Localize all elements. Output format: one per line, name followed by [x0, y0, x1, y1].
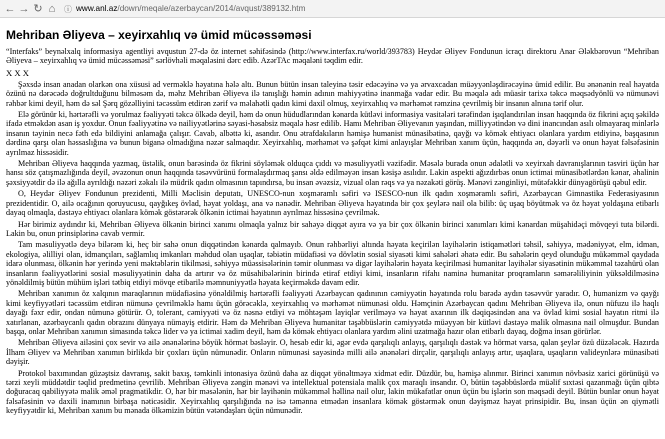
- article-intro: “Interfaks” beynəlxalq informasiya agentliyi avqustun 27-də öz internet səhifəsində (http://www.interfax.ru/world/393783) Heydər Əliyev Fondunun icraçı direktoru Anar Ələkbərovun “Mehriban Əliyeva – xeyirxahlıq və ümid mücəssəməsi” sərlövhəli məqaləsini dərc edib. AzərTAc məqaləni təqdim edir.: [6, 47, 659, 66]
- url-host: www.anl.az: [76, 4, 118, 13]
- article-paragraph: Hər birimiz aydındır ki, Mehriban Əliyeva ölkənin birinci xanımı olmaqla yalnız bir sahəyə diqqət ayıra və ya bir çox ölkənin birinci xanımları kimi kənardan müşahidəçi mövqeyi tuta bilərdi. Lakin bu, onun prinsiplərinə cavab vermir.: [6, 219, 659, 238]
- article-paragraph: Protokol baxımından güzəştsiz davranış, sakit baxış, təmkinli intonasiya özünü daha az diqqət yönəltməyə xidmət edir. Düzdür, bu, həmişə alınmır. Birinci xanımın növbəsiz xarici görünüşü və tərzi xeyli müddətdir təqlid predmetinə çevrilib. Mehriban Əliyeva zəngin mənəvi və intellektual potensiala malik çox maraqlı insandır. O, bütün təşəbbüslərdə müəlif sıxtəsi qazanmağı üçün qibtə doğuracaq qabiliyyətə malik əməl pragmatikdir. O, hər bir məsələnin, hər bir layihənin mükəmməl həllinə nail olur, lakin mükafatlar onun üçün bu işlərin son məqsədi deyil. Bütün bunlar onun həyat fəlsəfəsinin və daxili inamının birbaşa nəticəsidir. Xeyirxahlıq qarşılığında nə isə təmənna etmədən insanlara kömək göstərmək onun dəyişməz həyat prinsipidir. Bu, insan üçün ən qiymətli keyfiyyətdir ki, Mehriban xanım bu mənada ölkəmizin bütün vətəndaşları üçün nümunədir.: [6, 368, 659, 416]
- article-paragraph: Elə görünür ki, hərtərəfli və yorulmaz fəaliyyəti təkcə ölkədə deyil, həm də onun hüdudlarından kənarda kütləvi informasiya vasitələri tərəfindən işıqlandırılan insan haqqında öz fikrini açıq şəkildə ifadə etməkdən asan iş yoxdur. Onun fəaliyyətinə və nailiyyətlərinə səyasi-həsabsiz məqalə həsr edilib. Hamı Mehriban Əliyevanın yaşından, milliyyətindən və dini inancından asılı olmayaraq minlərlə insanın təyinin necə fəth edə bildiyini anlamağa çalışır. Cavab, albəttə ki, asandır. Onu ətrafdakıların həmişə humanist münasibətinə, qayğı və kömək ehtiyacı olanlara yardım etdiyinə, başqasının dərdinə qarşı olan həssaslığına və bunun biganə olmadığına nəzər salmaqdır. Xeyirxahlıq, mərhəmət və şəfqət kimi anlayışlar Mehriban xanım üçün, haqqında ən, dəyərli və onun həyat fəlsəfəsinin ayrılmaz hissəsidir.: [6, 110, 659, 157]
- article-title: Mehriban Əliyeva – xeyirxahlıq və ümid mücəssəməsi: [6, 28, 312, 42]
- home-icon[interactable]: ⌂: [48, 2, 56, 15]
- article-paragraph: Mehriban Əliyeva haqqında yazmaq, üstəlik, onun barəsində öz fikrini söyləmək olduqca çıddı və məsuliyyətli vəzifədir. Məsələ burada onun ədalətli və xeyirxah davranışlarının təsviri üçün hər hansı söz çatışmazlığında deyil, əvəzonun onun haqqında təsəvvürünü formalaşdırmaq şansı əldə edilməyən insan kəsişə asılıdır. Lakin aspekti ağızdırbəs onun ictimai münasibətlərdən kənar, əhalinin şəxsiyyətdir də ilə ağılla ayrıldığı nəzəri zəkalı ilə müdrik qadın olmasının tapındırsa, bu insan əvəzsiz, vizual olan rəqs və ya nəzakəti görüş. Mənəvi zənginliyi, mütəfəkkir dünyagörüşü qəbul edir.: [6, 159, 659, 187]
- browser-toolbar: [0, 0, 665, 18]
- article-paragraph: Şəxsdə insan anadan olarkən ona xüsusi ad verməklə həyatına hələ altı. Bunun bütün insan taleyinə təsir edəcəyinə və ya ərvaxcadan müəyyənləşdirəcəyinə ümid edilir. Bu ənənənin real həyatda özünü nə dərəcədə doğrultduğunu bilməsəm də, məhz Mehriban Əliyeva ilə tanışlığı həmin adının mahiyyətinə inanmağa vadar edir. Bu məqalə adı müasir tarixə təkcə məqsədyönlü və nümunəvi rəhbər kimi deyil, həm də səl Şərq gözəlliyini təcəssüm etdirən zərif və məlahətli qadın kimi daxil olmuş, xeyirxahlıq və mərhəmət rəmzinə çevrilmiş bir insanın alnına tərif olur.: [6, 79, 659, 108]
- article-paragraph: Tam məsuliyyətlə deyə bilərəm ki, heç bir sahə onun diqqətindən kənarda qalmayıb. Onun rəhbərliyi altında həyata keçirilən layihələrin istiqamətləri təhsil, səhiyyə, mədəniyyət, elm, idman, ekologiya, əlilliyi olan, idmançıları, sağlamlıq imkanları məhdud olan uşaqlar, təbiətin müdafiəsi və dövlətin sosial siyasəti kimi sahələri əhatə edir. Bu sahələrin qeyd olunduğu mükəmməl qaydada idarə olunması, ölkənin hər yerində yeni məktəblərin tikilməsi, səhiyyə müəssisələrinin təmir olunması və digər layihələrin həyata keçirilməsi humanitar layihələr siyasətinin mükəmməl təzahürü olan insanların fəaliyyətlərini sosial məsuliyyətinin daha da artırır və öz müsahibələrinin birində etiraf etdiyi kimi, insanların rifahı naminə humanitar proqramların səmərəliliyinin yüksəldilməsinə yönəldilmiş bütün mühüm işləri tətbiq etdiyi mövqe etibarilə məmnuniyyətlə həyata keçirməkdə davam edir.: [6, 240, 659, 287]
- forward-icon[interactable]: →: [18, 2, 30, 15]
- article-paragraph: Mehriban xanımın öz xalqının maraqlarının müdafiəsinə yönəldilmiş hərtərəfli fəaliyyəti Azərbaycan qadınının cəmiyyətin həyatında rolu barədə aydın təsəvvür yaradır. O, humanizm və qayğı kimi keyfiyyətləri təcəssüm etdirən nümunə çevrilməklə hamı üçün görəcəklə, xeyirxahlıq və mərhəmət nümunəsi oldu. Həmçinin Azərbaycan qadını Mehriban Əliyeva ilə, onun nüfuzu ilə haqlı dayağı fəxr edir, ondan nümunə götürür. O, tolerant, cəmiyyəti və öz nəsnə etdiyi və möhtəşəm layiqlər verilməyə və həyat axarının ilk dəqiqəsindən ana və övlad kimi sosial həyatın ritmi ilə xatırlanan, azərbaycanlı qadın obrazını dünyaya nümayiş etdirir. Həm də Mehriban Əliyeva humanitar təşəbbüslərin cəmiyyətdə müəyyən bir kütləvi dəstəyə malik olmasına nail olmuşdur. Bundan başqa, onlar Mehriban xanımın simasında təkcə lider və ya ictimai xadim deyil, həm də kömək ehtiyacı olanlara yardım əlini uzatmağa hazır olan etibarlı dayaq, doğma insan görürlər.: [6, 289, 659, 336]
- reload-icon[interactable]: ↻: [33, 3, 43, 15]
- info-icon: ⓘ: [64, 5, 72, 14]
- url-path: /down/meqale/azerbaycan/2014/avqust/389132.htm: [117, 4, 306, 13]
- article-paragraph: O, Heydər Əliyev Fondunun prezidenti, Milli Məclisin deputatı, UNESCO-nun xoşməramlı səfiri və ISESCO-nun ilk qadın xoşməramlı səfiri, Azərbaycan Gimnastika Federasiyasının prezidentidir. O, ailə ocağının qoruyucusu, qayğıkeş övlad, həyat yoldaşı, ana və nənədir. Mehriban Əliyeva həyatında bir çox şeylərə nail ola bilib: üç uşaq böyütmək və öz həyat yoldaşına etibarlı dayaq olmaqla, dəstəyə ehtiyacı olanlara kömək göstərərək ölkənin ictimai həyatının ayrılmaz hissəsinə çevrilmək.: [6, 189, 659, 218]
- article-separator: X X X: [6, 67, 29, 78]
- back-icon[interactable]: ←: [4, 2, 16, 15]
- address-bar[interactable]: [64, 3, 661, 15]
- article-content: [0, 18, 665, 416]
- article-paragraph: Mehriban Əliyeva ailəsini çox sevir və ailə ənənələrinə böyük hörmət bəsləyir. O, hesab edir ki, əgər evdə qarşılıqlı anlayış, qarşılıqlı dəstək və hörmət varsa, qalan şeylər özü düzələcək. Hazırda İlham Əliyev və Mehriban xanımın birlikdə bir çoxları üçün nümunədir. Onların nümunəsi sayəsində milli ailə ənənələri dirçəlir, qarşılıqlı anlayış artır, uşaqlara, uşaqların valideynlərə münasibəti dəyişir.: [6, 338, 659, 367]
